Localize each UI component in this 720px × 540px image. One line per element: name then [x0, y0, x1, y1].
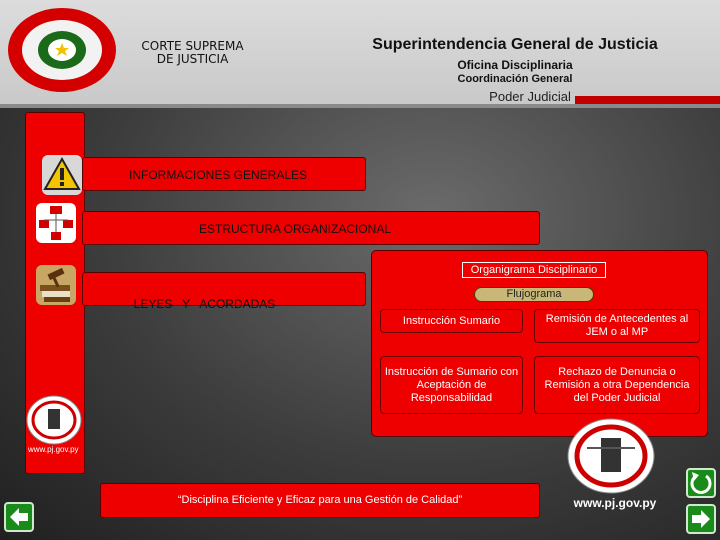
poder-judicial-label: Poder Judicial — [489, 89, 571, 104]
menu-estructura-organizacional[interactable] — [82, 211, 540, 245]
menu-estructura-label: ESTRUCTURA ORGANIZACIONAL — [199, 222, 392, 236]
books-gavel-icon[interactable] — [36, 265, 76, 305]
slogan-banner: “Disciplina Eficiente y Eficaz para una Gestión de Calidad” — [100, 483, 540, 518]
paraguay-seal-icon — [6, 6, 118, 94]
small-url-text: www.pj.gov.py — [28, 445, 79, 454]
justice-badge-icon — [567, 418, 655, 494]
header-divider — [0, 104, 720, 108]
menu-informaciones-generales[interactable] — [82, 157, 366, 191]
cell-instruccion-aceptacion[interactable]: Instrucción de Sumario con Aceptación de Responsabilidad — [380, 356, 523, 414]
cell-remision-antecedentes[interactable]: Remisión de Antecedentes al JEM o al MP — [534, 309, 700, 343]
warning-icon[interactable] — [42, 155, 82, 195]
cell-rechazo-denuncia[interactable]: Rechazo de Denuncia o Remisión a otra Dependencia del Poder Judicial — [534, 356, 700, 414]
return-icon[interactable] — [686, 468, 716, 498]
justice-badge-icon — [26, 395, 82, 445]
organigrama-button[interactable]: Organigrama Disciplinario — [462, 262, 606, 278]
menu-informaciones-label: INFORMACIONES GENERALES — [129, 168, 308, 182]
forward-arrow-icon[interactable] — [686, 504, 716, 534]
header-accent-strip — [575, 96, 720, 104]
menu-leyes-acordadas[interactable] — [82, 272, 366, 311]
cell-instruccion-sumario[interactable]: Instrucción Sumario — [380, 309, 523, 333]
website-url[interactable]: www.pj.gov.py — [573, 496, 657, 510]
org-chart-icon[interactable] — [36, 203, 76, 243]
back-arrow-icon[interactable] — [4, 502, 34, 532]
page-title: Superintendencia General de Justicia — [372, 36, 658, 53]
menu-leyes-label: LEYES Y ACORDADAS — [133, 297, 276, 311]
flujograma-button[interactable]: Flujograma — [474, 287, 594, 302]
court-name: CORTE SUPREMA DE JUSTICIA — [141, 39, 244, 66]
coordination-name: Coordinación General — [457, 73, 573, 85]
office-name: Oficina Disciplinaria — [457, 58, 573, 72]
